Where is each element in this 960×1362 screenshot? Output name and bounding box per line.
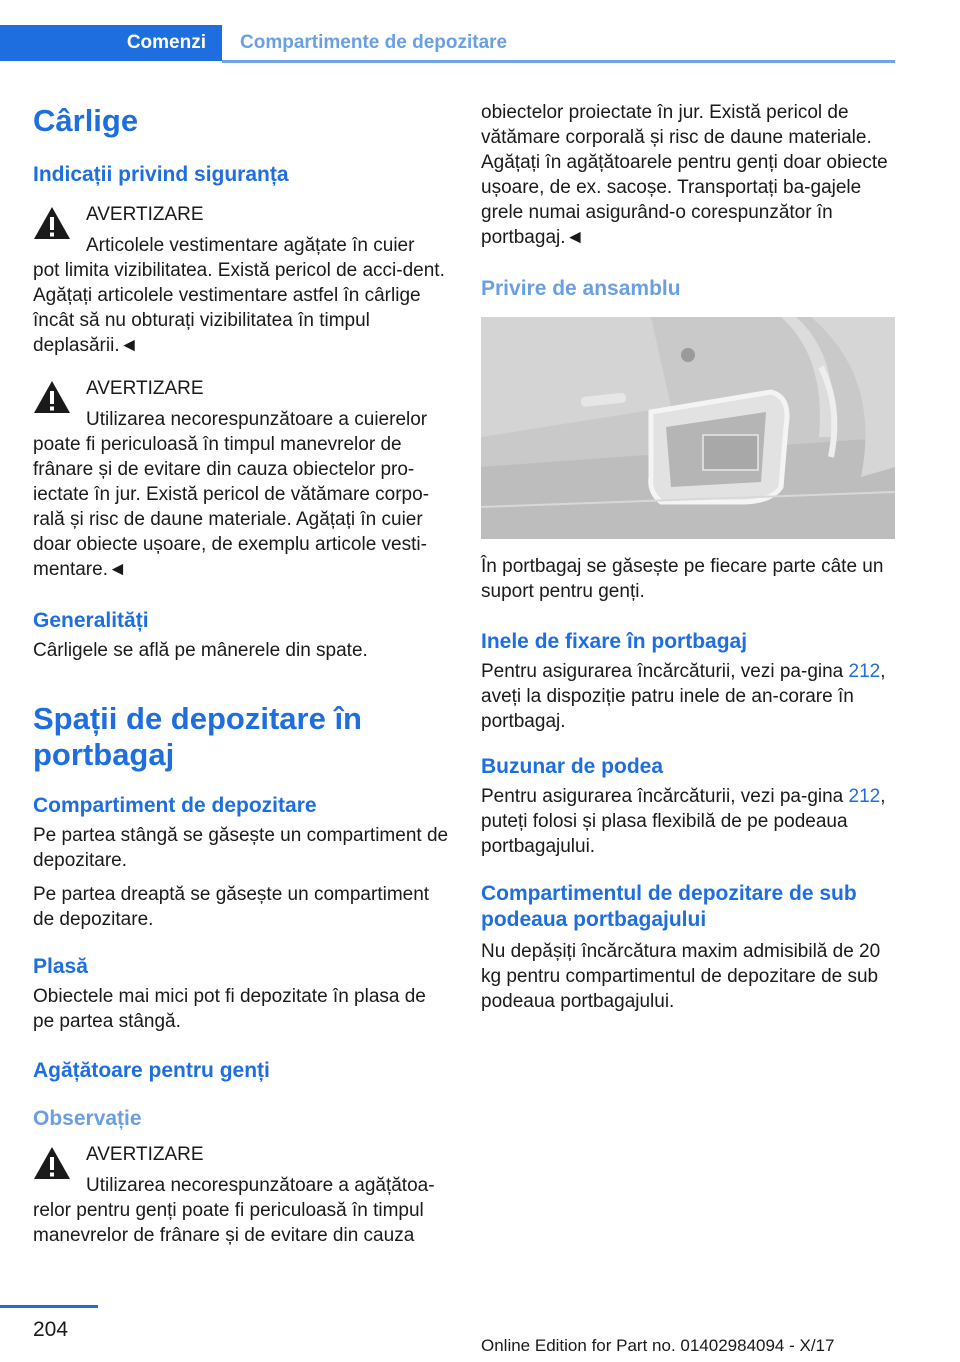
page-ref-212-inele[interactable]: 212 — [848, 661, 881, 682]
heading-observatie: Observație — [33, 1107, 142, 1130]
tab-compartimente[interactable]: Compartimente de depozitare — [240, 32, 508, 53]
warning-1 — [33, 202, 451, 358]
warning-2-title: AVERTIZARE — [86, 378, 204, 399]
warning-triangle-icon — [33, 380, 71, 414]
heading-compsub: Compartimentul de depozitare de sub podeaua portbagajului — [481, 882, 857, 931]
text-generalitati: Cârligele se află pe mânerele din spate. — [33, 640, 368, 661]
heading-compartiment: Compartiment de depozitare — [33, 794, 317, 817]
text-inele-b: , aveți la dispoziție patru inele de an-corare în portbagaj. — [481, 661, 886, 732]
text-buzunar — [481, 784, 896, 859]
warning-1-first-line: Articolele vestimentare agățate în cuier — [86, 235, 415, 256]
warning-2 — [33, 376, 451, 582]
warning-3 — [33, 1142, 451, 1248]
heading-indicatii: Indicații privind siguranța — [33, 163, 289, 186]
left-column — [33, 95, 451, 1248]
text-compartiment-1: Pe partea stângă se găsește un compartiment de depozitare. — [33, 825, 449, 871]
heading-generalitati: Generalități — [33, 609, 149, 632]
heading-inele: Inele de fixare în portbagaj — [481, 630, 748, 653]
heading-spatii: Spații de depozitare în portbagaj — [33, 701, 362, 772]
text-inele-a: Pentru asigurarea încărcăturii, vezi pa-gina — [481, 661, 849, 682]
warning-3-title: AVERTIZARE — [86, 1144, 204, 1165]
text-plasa: Obiectele mai mici pot fi depozitate în plasa de pe partea stângă. — [33, 986, 426, 1032]
heading-plasa: Plasă — [33, 955, 88, 978]
text-inele — [481, 659, 896, 734]
right-column — [481, 100, 896, 1014]
warning-1-text: pot limita vizibilitatea. Există pericol de acci-dent. Agățați articolele vestimentare astfel în cârlige încât să nu obturați vizibilitatea în timpul deplasării.◄ — [33, 260, 445, 356]
header-bar — [0, 25, 895, 63]
page-number: 204 — [33, 1318, 69, 1341]
warning-3-first-line: Utilizarea necorespunzătoare a agățătoa- — [86, 1175, 435, 1196]
heading-carlige: Cârlige — [33, 103, 139, 138]
tab-comenzi[interactable]: Comenzi — [0, 25, 222, 61]
warning-triangle-icon — [33, 1146, 71, 1180]
warning-3-text: relor pentru genți poate fi periculoasă în timpul manevrelor de frânare și de evitare din cauza — [33, 1200, 424, 1246]
footer-rule — [0, 1305, 98, 1308]
warning-triangle-icon — [33, 206, 71, 240]
text-compartiment-2: Pe partea dreaptă se găsește un compartiment de depozitare. — [33, 884, 430, 930]
trunk-overview-image — [481, 317, 895, 539]
text-suport: În portbagaj se găsește pe fiecare parte câte un suport pentru genți. — [481, 556, 884, 602]
header-underline — [222, 60, 895, 63]
trunk-illustration — [481, 317, 895, 539]
heading-buzunar: Buzunar de podea — [481, 755, 664, 778]
text-compsub: Nu depășiți încărcătura maxim admisibilă de 20 kg pentru compartimentul de depozitare de sub podeaua portbagajului. — [481, 941, 881, 1012]
warning-2-text: poate fi periculoasă în timpul manevrelor de frânare și de evitare din cauza obiectelor pro-iectate în jur. Există pericol de vătămare corpo-rală și risc de daune materiale. Agățați în cuier doar obiecte ușoare, de exemplu articole vesti-mentare.◄ — [33, 434, 430, 580]
page-ref-212-buzunar[interactable]: 212 — [848, 786, 881, 807]
warning-1-title: AVERTIZARE — [86, 204, 204, 225]
heading-agatatoare: Agățătoare pentru genți — [33, 1059, 270, 1082]
heading-privire: Privire de ansamblu — [481, 277, 681, 300]
text-continuation: obiectelor proiectate în jur. Există pericol de vătămare corporală și risc de daune materiale. Agățați în agățătoarele pentru genți doar obiecte ușoare, de ex. sacoșe. Transportați ba-gajele grele numai asigurând-o corespunzător în portbagaj.◄ — [481, 102, 888, 248]
warning-2-first-line: Utilizarea necorespunzătoare a cuierelor — [86, 409, 428, 430]
text-buzunar-a: Pentru asigurarea încărcăturii, vezi pa-gina — [481, 786, 849, 807]
text-buzunar-b: , puteți folosi și plasa flexibilă de pe podeaua portbagajului. — [481, 786, 886, 857]
edition-note: Online Edition for Part no. 01402984094 - X/17 — [481, 1336, 835, 1355]
